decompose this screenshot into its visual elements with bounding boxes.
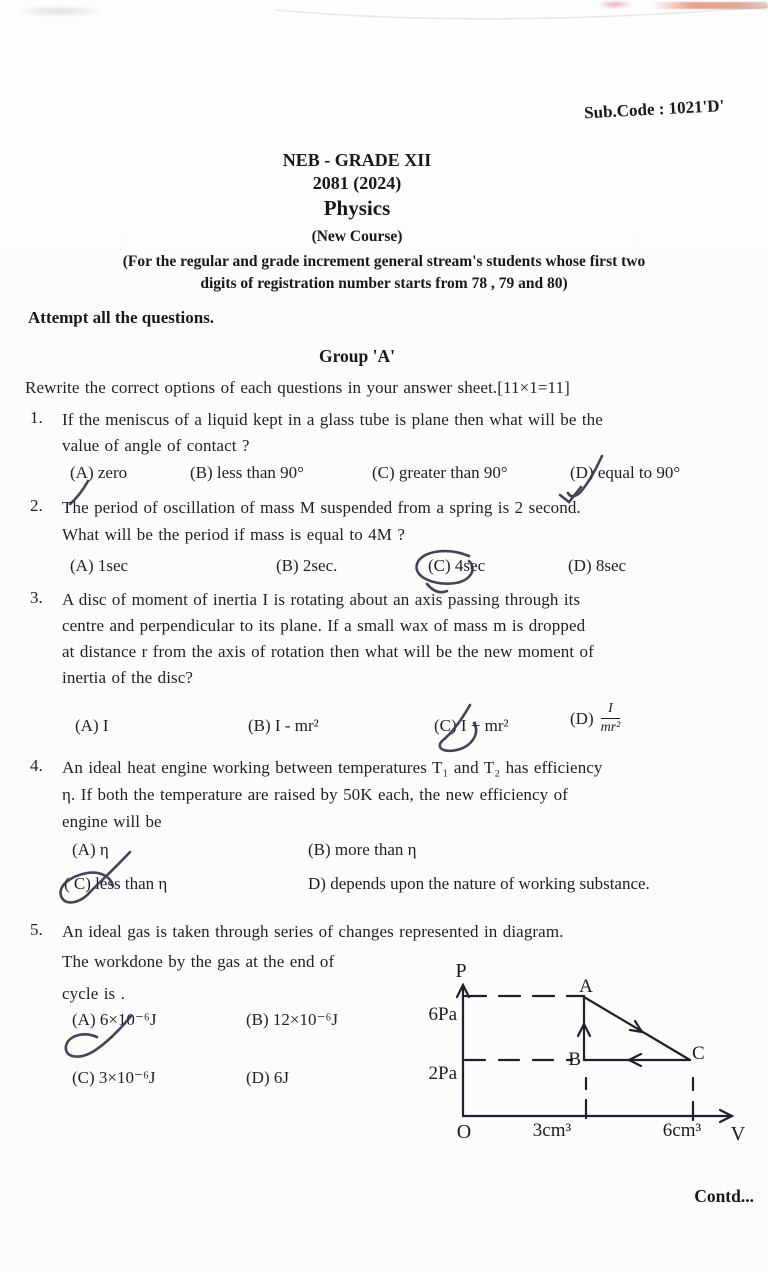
subject-title: Physics <box>323 196 391 220</box>
q4-option-c: ( C) less than η <box>64 874 168 893</box>
scan-artifact-pink-smudge <box>598 0 632 9</box>
q5-number: 5. <box>30 920 43 939</box>
q2-option-a: (A) 1sec <box>70 556 129 575</box>
q2-option-d: (D) 8sec <box>568 556 627 575</box>
eligibility-note-line1: (For the regular and grade increment general stream's students whose first two <box>122 253 646 270</box>
v-tick-6cm: 6cm³ <box>662 1120 702 1141</box>
q1-text-line2: value of angle of contact ? <box>62 436 250 455</box>
q3-option-d-denominator: mr² <box>600 720 621 735</box>
process-line-ac <box>584 997 690 1060</box>
q1-option-c: (C) greater than 90° <box>372 463 508 482</box>
q3-option-d-fraction <box>601 702 621 735</box>
sub-code: Sub.Code : 1021'D' <box>583 96 725 123</box>
p-tick-6pa: 6Pa <box>428 1004 457 1025</box>
q1-option-d: (D) equal to 90° <box>570 463 681 482</box>
contd-label: Contd... <box>694 1186 754 1206</box>
exam-title: NEB - GRADE XII <box>282 150 432 170</box>
q3-option-d-label: (D) <box>570 708 594 728</box>
q4-option-b: (B) more than η <box>308 840 417 859</box>
q5-option-b: (B) 12×10⁻⁶J <box>246 1010 339 1029</box>
scan-artifact-red-streak <box>652 2 768 9</box>
q4-text-line3: engine will be <box>62 812 162 831</box>
v-tick-3cm: 3cm³ <box>532 1120 572 1141</box>
q3-option-c: (C) I + mr² <box>434 716 509 735</box>
scan-artifact-gray-smudge <box>12 5 107 17</box>
pv-diagram <box>420 950 760 1150</box>
q3-text-line4: inertia of the disc? <box>62 668 194 687</box>
q4-number: 4. <box>30 756 43 775</box>
q5-option-a: (A) 6×10⁻⁶J <box>72 1010 157 1029</box>
q1-option-b: (B) less than 90° <box>190 463 304 482</box>
q1-option-a: (A) zero <box>70 463 128 482</box>
q2-text-line1: The period of oscillation of mass M suspended from a spring is 2 second. <box>62 498 581 517</box>
q2-option-c: (C) 4sec <box>428 556 486 575</box>
p-axis-label: P <box>455 960 467 982</box>
q1-number: 1. <box>30 408 43 427</box>
q3-option-d-numerator: I <box>601 702 621 719</box>
q3-option-a: (A) I <box>75 716 109 735</box>
q3-number: 3. <box>30 588 43 607</box>
q3-option-d <box>570 702 620 735</box>
q4-text-line1: An ideal heat engine working between temperatures T₁ and T₂ has efficiency <box>62 758 603 777</box>
eligibility-note-line2: digits of registration number starts from 78 , 79 and 80) <box>200 275 568 292</box>
scan-artifact-fold-line <box>0 0 768 40</box>
point-a-label: A <box>579 976 593 997</box>
q5-option-c: (C) 3×10⁻⁶J <box>72 1068 156 1087</box>
attempt-instruction: Attempt all the questions. <box>28 308 215 327</box>
q3-text-line2: centre and perpendicular to its plane. If a small wax of mass m is dropped <box>62 616 586 635</box>
q3-option-b: (B) I - mr² <box>248 716 319 735</box>
rewrite-instruction: Rewrite the correct options of each questions in your answer sheet.[11×1=11] <box>25 378 570 397</box>
q5-text-line1: An ideal gas is taken through series of changes represented in diagram. <box>62 922 564 941</box>
course-label: (New Course) <box>311 228 403 245</box>
q5-text-line3: cycle is . <box>62 984 125 1003</box>
point-c-label: C <box>692 1043 705 1064</box>
origin-label: O <box>456 1121 472 1143</box>
q1-text-line1: If the meniscus of a liquid kept in a glass tube is plane then what will be the <box>62 410 603 429</box>
q4-text-line2: η. If both the temperature are raised by 50K each, the new efficiency of <box>62 785 568 804</box>
p-tick-2pa: 2Pa <box>428 1063 457 1084</box>
q2-option-b: (B) 2sec. <box>276 556 338 575</box>
v-axis-label: V <box>730 1123 746 1145</box>
q4-option-d: D) depends upon the nature of working substance. <box>308 874 650 893</box>
q3-text-line3: at distance r from the axis of rotation then what will be the new moment of <box>62 642 594 661</box>
q4-option-a: (A) η <box>72 840 109 859</box>
q2-number: 2. <box>30 496 43 515</box>
q3-text-line1: A disc of moment of inertia I is rotating about an axis passing through its <box>62 590 581 609</box>
q5-text-line2: The workdone by the gas at the end of <box>62 952 335 971</box>
q5-option-d: (D) 6J <box>246 1068 289 1087</box>
point-b-label: B <box>568 1049 581 1070</box>
exam-year: 2081 (2024) <box>312 173 402 193</box>
q2-text-line2: What will be the period if mass is equal to 4M ? <box>62 525 405 544</box>
group-heading: Group 'A' <box>318 346 395 366</box>
